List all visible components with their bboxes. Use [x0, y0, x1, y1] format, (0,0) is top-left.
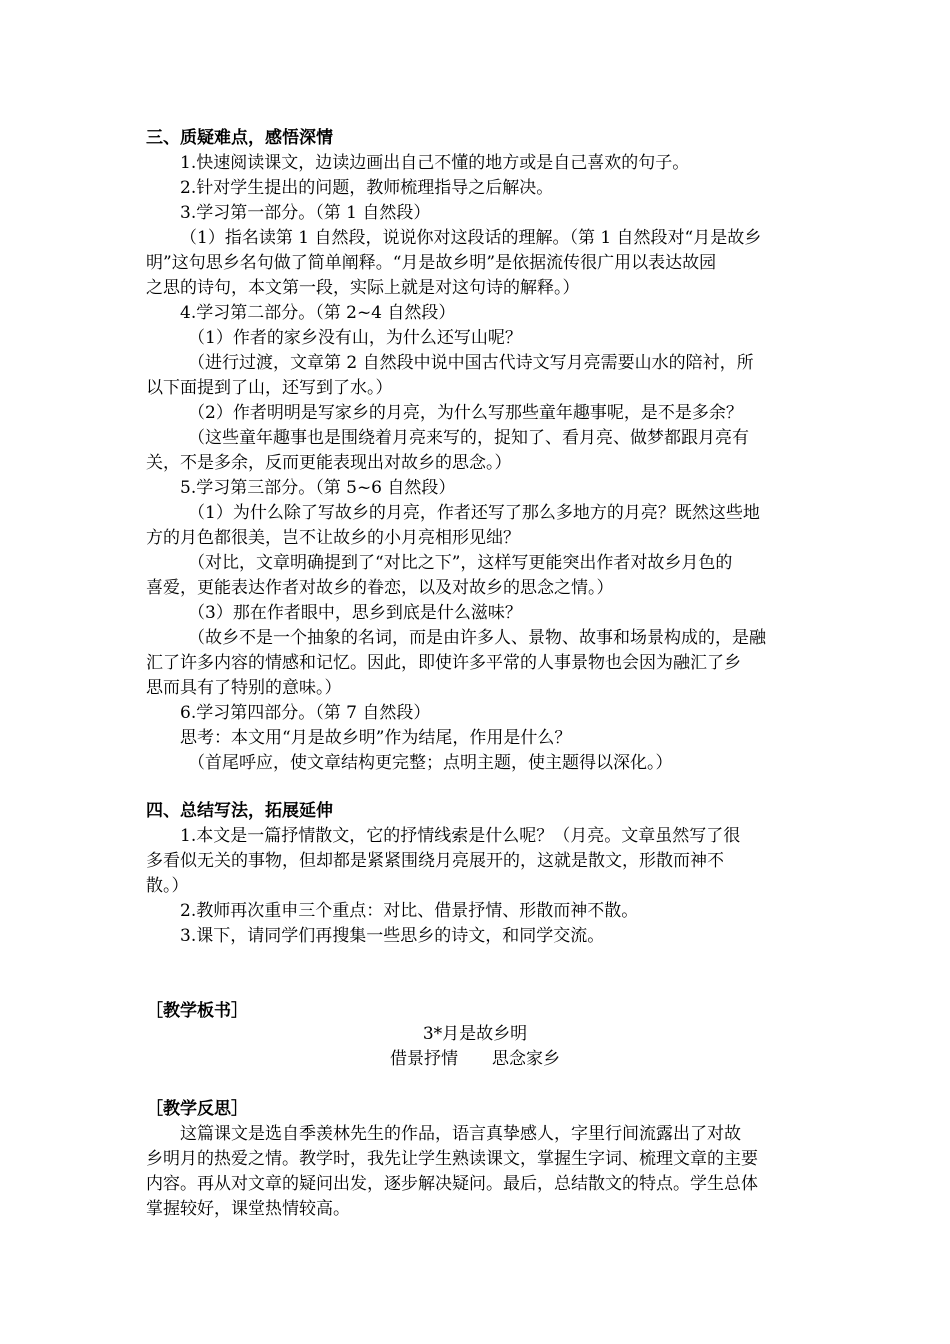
section-3-line: 关，不是多余，反而更能表现出对故乡的思念。）: [146, 453, 512, 473]
section-3-line: 思考：本文用“月是故乡明”作为结尾，作用是什么？: [180, 728, 572, 748]
reflection-heading: ［教学反思］: [146, 1099, 248, 1119]
section-3-line: 4.学习第二部分。（第 2~4 自然段）: [180, 303, 456, 323]
reflection-line: 内容。再从对文章的疑问出发，逐步解决疑问。最后，总结散文的特点。学生总体: [146, 1174, 758, 1194]
section-3-line: （对比，文章明确提到了“对比之下”，这样写更能突出作者对故乡月色的: [188, 553, 733, 573]
section-3-line: 1.快速阅读课文，边读边画出自己不懂的地方或是自己喜欢的句子。: [180, 153, 690, 173]
section-3-line: 明”这句思乡名句做了简单阐释。“月是故乡明”是依据流传很广用以表达故园: [146, 253, 717, 273]
section-4-line: 1.本文是一篇抒情散文，它的抒情线索是什么呢？（月亮。文章虽然写了很: [180, 826, 741, 846]
section-3-line: 2.针对学生提出的问题，教师梳理指导之后解决。: [180, 178, 554, 198]
section-3-line: （进行过渡，文章第 2 自然段中说中国古代诗文写月亮需要山水的陪衬，所: [188, 353, 754, 373]
section-3-line: 5.学习第三部分。（第 5~6 自然段）: [180, 478, 456, 498]
section-3-line: 喜爱，更能表达作者对故乡的眷恋，以及对故乡的思念之情。）: [146, 578, 614, 598]
section-3-line: （1）指名读第 1 自然段，说说你对这段话的理解。（第 1 自然段对“月是故乡: [180, 228, 762, 248]
section-3-line: 汇了许多内容的情感和记忆。因此，即使许多平常的人事景物也会因为融汇了乡: [146, 653, 741, 673]
section-3-line: （这些童年趣事也是围绕着月亮来写的，捉知了、看月亮、做梦都跟月亮有: [188, 428, 749, 448]
reflection-line: 掌握较好，课堂热情较高。: [146, 1199, 350, 1219]
section-3-line: （故乡不是一个抽象的名词，而是由许多人、景物、故事和场景构成的，是融: [188, 628, 766, 648]
board-heading: ［教学板书］: [146, 1001, 248, 1021]
section-3-line: （1）作者的家乡没有山，为什么还写山呢？: [188, 328, 522, 348]
section-3-heading: 三、质疑难点，感悟深情: [146, 128, 333, 148]
board-title: 3*月是故乡明: [422, 1024, 528, 1044]
section-4-line: 3.课下，请同学们再搜集一些思乡的诗文，和同学交流。: [180, 926, 605, 946]
section-3-line: 以下面提到了山，还写到了水。）: [146, 378, 393, 398]
section-4-heading: 四、总结写法，拓展延伸: [146, 801, 333, 821]
section-3-line: （1）为什么除了写故乡的月亮，作者还写了那么多地方的月亮？既然这些地: [188, 503, 760, 523]
section-4-line: 多看似无关的事物，但却都是紧紧围绕月亮展开的，这就是散文，形散而神不: [146, 851, 724, 871]
section-4-line: 散。）: [146, 876, 189, 896]
section-3-line: 3.学习第一部分。（第 1 自然段）: [180, 203, 431, 223]
reflection-line: 这篇课文是选自季羡林先生的作品，语言真挚感人，字里行间流露出了对故: [180, 1124, 741, 1144]
section-3-line: 思而具有了特别的意味。）: [146, 678, 342, 698]
reflection-line: 乡明月的热爱之情。教学时，我先让学生熟读课文，掌握生字词、梳理文章的主要: [146, 1149, 758, 1169]
section-3-line: （首尾呼应，使文章结构更完整；点明主题，使主题得以深化。）: [188, 753, 673, 773]
section-4-line: 2.教师再次重申三个重点：对比、借景抒情、形散而神不散。: [180, 901, 639, 921]
section-3-line: （2）作者明明是写家乡的月亮，为什么写那些童年趣事呢，是不是多余？: [188, 403, 743, 423]
section-3-line: （3）那在作者眼中，思乡到底是什么滋味？: [188, 603, 522, 623]
section-3-line: 6.学习第四部分。（第 7 自然段）: [180, 703, 431, 723]
section-3-line: 之思的诗句，本文第一段，实际上就是对这句诗的解释。）: [146, 278, 580, 298]
section-3-line: 方的月色都很美，岂不让故乡的小月亮相形见绌？: [146, 528, 520, 548]
board-subtitle: 借景抒情 思念家乡: [390, 1049, 560, 1069]
